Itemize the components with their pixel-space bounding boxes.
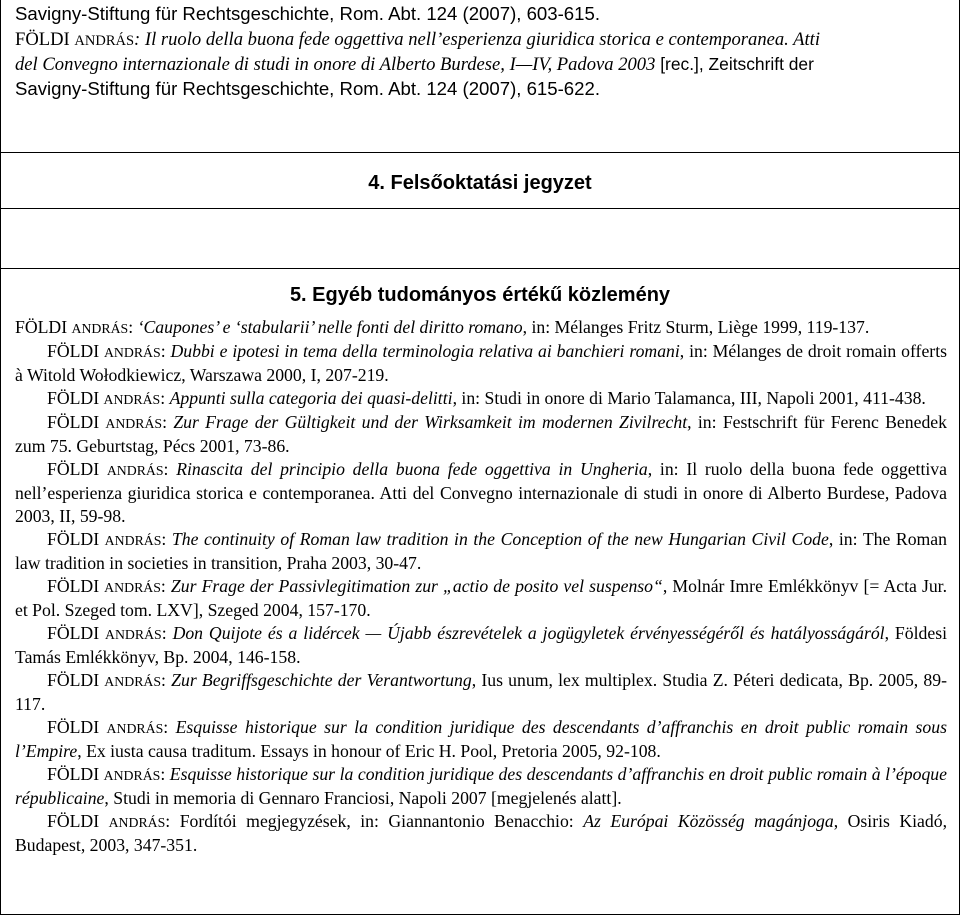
author-name xyxy=(47,623,162,643)
publication-details: , Osiris Kiadó, Budapest, 2003, 347-351. xyxy=(15,811,948,855)
reference-line xyxy=(15,29,820,52)
author-surname: FÖLDI xyxy=(15,317,72,337)
author-name xyxy=(47,811,165,831)
publication-entry xyxy=(15,810,947,857)
author-name xyxy=(47,529,161,549)
author-given-name: ANDRÁS xyxy=(106,463,164,478)
author-given-name: ANDRÁS xyxy=(71,321,129,336)
publication-entry xyxy=(15,340,947,387)
publication-entry xyxy=(15,528,947,575)
publication-entry xyxy=(15,669,947,716)
previous-section-continuation xyxy=(1,0,959,150)
table-divider xyxy=(1,152,959,153)
author-given-name: ANDRÁS xyxy=(104,674,162,689)
publication-entry xyxy=(15,387,947,411)
author-surname: FÖLDI xyxy=(47,412,106,432)
publication-list xyxy=(15,316,947,857)
publication-details: , Ius unum, lex multiplex. Studia Z. Péteri dedicata, Bp. 2005, 89-117. xyxy=(15,670,948,714)
author-given-name: ANDRÁS xyxy=(105,627,162,642)
publication-entry xyxy=(15,622,947,669)
author-surname: FÖLDI xyxy=(47,388,104,408)
reference-title: del Convegno internazionale di studi in onore di Alberto Burdese, I—IV, Padova 2003 xyxy=(15,54,656,75)
publication-title: Appunti sulla categoria dei quasi-delitti xyxy=(169,388,453,408)
publication-details: , Ex iusta causa traditum. Essays in honour of Eric H. Pool, Pretoria 2005, 92-108. xyxy=(77,741,661,761)
author-surname: FÖLDI xyxy=(47,811,109,831)
publication-details: , in: Mélanges Fritz Sturm, Liège 1999, 119-137. xyxy=(522,317,870,337)
separator: : xyxy=(161,623,173,643)
author-given-name: ANDRÁS xyxy=(108,815,166,830)
publication-details: , in: Il ruolo della buona fede oggettiva nell’esperienza giuridica storica e contemporanea. Atti del Convegno internazionale di studi in onore di Alberto Burdese, Padova 2003, II, 59-98. xyxy=(15,459,947,526)
publication-title: The continuity of Roman law tradition in the Conception of the new Hungarian Civil Code xyxy=(171,529,829,549)
author-surname: FÖLDI xyxy=(47,764,104,784)
author-name xyxy=(47,576,161,596)
publication-prefix: Fordítói megjegyzések, in: Giannantonio Benacchio: xyxy=(179,811,584,831)
publication-title: Rinascita del principio della buona fede oggettiva in Ungheria xyxy=(176,459,648,479)
publication-details: , in: Mélanges de droit romain offerts à Witold Wołodkiewicz, Warszawa 2000, I, 207-219. xyxy=(15,341,947,385)
reference-text: Savigny-Stiftung für Rechtsgeschichte, Rom. Abt. 124 (2007), 603-615. xyxy=(15,3,600,24)
separator: : xyxy=(160,576,171,596)
publication-details: , Molnár Imre Emlékkönyv [= Acta Jur. et Pol. Szeged tom. LXV], Szeged 2004, 157-170. xyxy=(15,576,948,620)
section-heading-4: 4. Felsőoktatási jegyzet xyxy=(368,172,592,194)
publication-details: , in: The Roman law tradition in societies in transition, Praha 2003, 30-47. xyxy=(15,529,948,573)
author-surname: FÖLDI xyxy=(47,717,107,737)
author-name xyxy=(47,388,160,408)
author-surname: FÖLDI xyxy=(47,341,104,361)
author-name xyxy=(47,764,160,784)
separator: : xyxy=(162,412,174,432)
separator: : xyxy=(163,717,176,737)
author-surname: FÖLDI xyxy=(47,459,107,479)
separator: : xyxy=(160,388,170,408)
reference-text: Savigny-Stiftung für Rechtsgeschichte, Rom. Abt. 124 (2007), 615-622. xyxy=(15,78,600,99)
author-given-name: ANDRÁS xyxy=(104,533,162,548)
publication-title: Don Quijote és a lidércek — Újabb észrevételek a jogügyletek érvényességéről és hatályosságáról xyxy=(172,623,885,643)
publication-title: ‘Caupones’ e ‘stabularii’ nelle fonti del diritto romano xyxy=(137,317,523,337)
author-surname: FÖLDI xyxy=(47,529,105,549)
section-heading-5: 5. Egyéb tudományos értékű közlemény xyxy=(289,284,671,306)
table-divider xyxy=(1,268,959,269)
author-surname: FÖLDI xyxy=(47,670,105,690)
publication-entry xyxy=(15,316,947,340)
reference-line xyxy=(15,78,600,100)
separator: : xyxy=(161,670,172,690)
author-surname: FÖLDI xyxy=(47,623,105,643)
author-name xyxy=(47,341,161,361)
publication-title: Esquisse historique sur la condition juridique des descendants d’affranchis en droit public romain à l’époque républicaine xyxy=(15,764,947,808)
author-given-name: ANDRÁS xyxy=(103,768,161,783)
author-given-name: ANDRÁS xyxy=(104,580,161,595)
author-given-name: ANDRÁS xyxy=(105,416,163,431)
publication-details: , Földesi Tamás Emlékkönyv, Bp. 2004, 146-158. xyxy=(15,623,948,667)
separator: : xyxy=(163,459,177,479)
separator: : xyxy=(128,317,138,337)
reference-line xyxy=(15,53,814,76)
publication-entry xyxy=(15,763,947,810)
reference-title: : Il ruolo della buona fede oggettiva nell’esperienza giuridica storica e contemporanea. Atti xyxy=(134,29,820,50)
author-name xyxy=(47,459,164,479)
author-given-name: ANDRÁS xyxy=(74,33,135,49)
publication-title: Zur Frage der Passivlegitimation zur „actio de posito vel suspenso“ xyxy=(170,576,663,596)
publication-title: Esquisse historique sur la condition juridique des descendants d’affranchis en droit public romain sous l’Empire xyxy=(15,717,947,761)
reference-line xyxy=(15,3,600,25)
publication-title: Zur Begriffsgeschichte der Verantwortung xyxy=(171,670,472,690)
author-name xyxy=(15,317,128,337)
publication-details: , in: Studi in onore di Mario Talamanca, III, Napoli 2001, 411-438. xyxy=(452,388,926,408)
author-surname: FÖLDI xyxy=(15,29,75,50)
separator: : xyxy=(165,811,180,831)
publication-entry xyxy=(15,716,947,763)
separator: : xyxy=(160,341,171,361)
author-surname: FÖLDI xyxy=(47,576,105,596)
author-name xyxy=(47,670,161,690)
separator: : xyxy=(161,529,172,549)
publication-details: , Studi in memoria di Gennaro Franciosi, Napoli 2007 [megjelenés alatt]. xyxy=(104,788,622,808)
reference-text: [rec.], Zeitschrift der xyxy=(655,54,814,74)
publication-entry xyxy=(15,458,947,528)
publication-title: Dubbi e ipotesi in tema della terminologia relativa ai banchieri romani xyxy=(170,341,680,361)
author-name xyxy=(47,412,162,432)
author-given-name: ANDRÁS xyxy=(103,392,161,407)
publication-entry xyxy=(15,575,947,622)
table-divider xyxy=(1,208,959,209)
author-given-name: ANDRÁS xyxy=(106,721,164,736)
author-name xyxy=(15,29,134,50)
publication-title: Az Európai Közösség magánjoga xyxy=(583,811,834,831)
author-name xyxy=(47,717,163,737)
publication-details: , in: Festschrift für Ferenc Benedek zum 75. Geburtstag, Pécs 2001, 73-86. xyxy=(15,412,947,456)
publication-title: Zur Frage der Gültigkeit und der Wirksamkeit im modernen Zivilrecht xyxy=(173,412,688,432)
publication-entry xyxy=(15,411,947,458)
author-given-name: ANDRÁS xyxy=(103,345,161,360)
separator: : xyxy=(160,764,170,784)
